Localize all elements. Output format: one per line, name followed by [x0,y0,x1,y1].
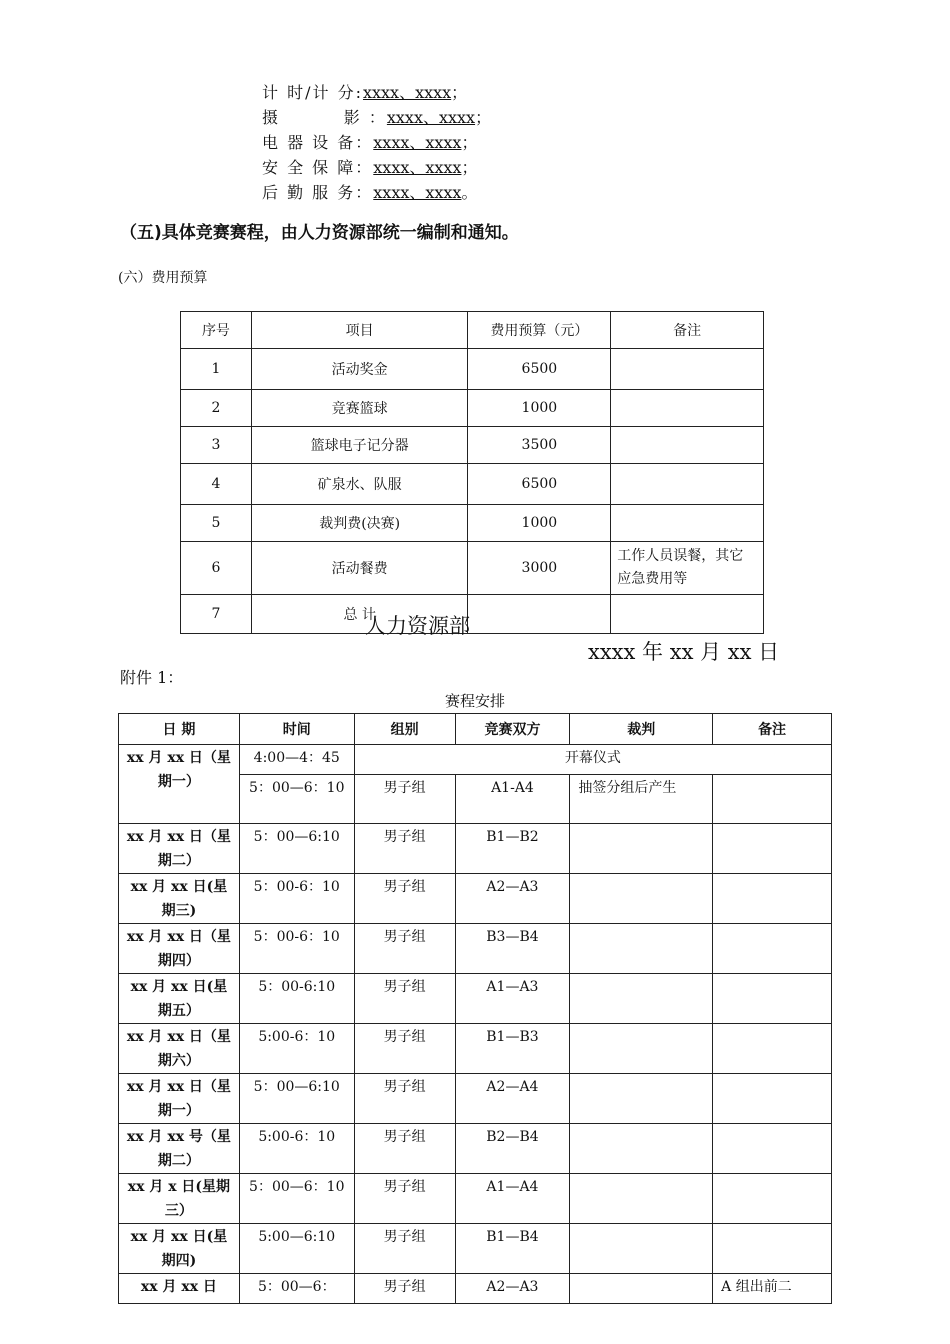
schedule-row-opening [119,745,832,775]
schedule-time-cell: 5：00—6：10 [239,1174,354,1224]
budget-row [181,542,764,595]
budget-header-cell: 项目 [251,312,468,349]
schedule-referee-cell [570,974,713,1024]
staff-role: 计 时/计 分: [262,83,363,102]
schedule-referee-cell [570,1224,713,1274]
schedule-time-cell: 5：00-6:10 [239,974,354,1024]
staff-row [262,180,491,205]
schedule-date-cell: xx 月 xx 日 [119,1274,240,1304]
budget-cell: 4 [181,464,252,505]
staff-role: 安 全 保 障： [262,158,374,177]
schedule-date-cell: xx 月 xx 日（星期四） [119,924,240,974]
staff-names: xxxx、xxxx [362,83,452,102]
schedule-time-cell: 5：00-6：10 [239,924,354,974]
schedule-header-cell: 裁判 [570,714,713,745]
budget-cell: 5 [181,505,252,542]
budget-row [181,427,764,464]
staff-names: xxxx、xxxx [373,158,462,177]
schedule-opening-event: 开幕仪式 [354,745,831,775]
schedule-note-cell [713,874,832,924]
signature-date: xxxx 年 xx 月 xx 日 [588,640,780,664]
schedule-header-cell: 备注 [713,714,832,745]
budget-header-cell: 序号 [181,312,252,349]
schedule-match-cell: B1—B4 [455,1224,570,1274]
schedule-body [119,745,832,1304]
staff-role: 摄 影 ： [262,108,387,127]
budget-cell: 总 计 [251,595,468,634]
budget-cell: 1000 [468,390,611,427]
section-5-heading: （五)具体竞赛赛程，由人力资源部统一编制和通知。 [120,223,519,243]
schedule-note-cell [713,824,832,874]
schedule-header-cell: 日 期 [119,714,240,745]
schedule-time-cell: 5:00—6:10 [239,1224,354,1274]
staff-punct: ； [451,83,468,102]
staff-names: xxxx、xxxx [386,108,476,127]
schedule-date-cell: xx 月 xx 日(星期四) [119,1224,240,1274]
budget-cell: 矿泉水、队服 [251,464,468,505]
budget-cell: 3000 [468,542,611,595]
schedule-match-cell: B1—B2 [455,824,570,874]
schedule-referee-cell [570,874,713,924]
schedule-date-cell: xx 月 x 日(星期三） [119,1174,240,1224]
budget-cell: 1000 [468,505,611,542]
schedule-referee-cell [570,824,713,874]
schedule-group-cell: 男子组 [354,974,455,1024]
schedule-time-cell: 5：00—6：10 [239,775,354,824]
schedule-referee-cell: 抽签分组后产生 [570,775,713,824]
budget-cell: 活动餐费 [251,542,468,595]
schedule-referee-cell [570,1024,713,1074]
budget-cell: 6500 [468,464,611,505]
schedule-table [118,713,832,1304]
schedule-note-cell [713,1074,832,1124]
schedule-match-cell: B2—B4 [455,1124,570,1174]
budget-cell [611,390,764,427]
schedule-time-cell: 5:00-6：10 [239,1124,354,1174]
section-6-heading: (六）费用预算 [118,270,208,286]
schedule-date-cell: xx 月 xx 日（星期一） [119,1074,240,1124]
budget-row [181,595,764,634]
budget-cell: 竞赛篮球 [251,390,468,427]
budget-body [181,349,764,634]
budget-row [181,464,764,505]
schedule-group-cell: 男子组 [354,1124,455,1174]
schedule-date-cell: xx 月 xx 日（星期六） [119,1024,240,1074]
staff-role: 后 勤 服 务： [262,183,374,202]
schedule-match-cell: A2—A4 [455,1074,570,1124]
staff-row [262,155,491,180]
budget-header-row [181,312,764,349]
schedule-time-cell: 5：00-6：10 [239,874,354,924]
staff-names: xxxx、xxxx [373,183,462,202]
budget-cell [611,427,764,464]
schedule-row [119,1274,832,1304]
schedule-referee-cell [570,1174,713,1224]
schedule-note-cell [713,1124,832,1174]
schedule-match-cell: A1-A4 [455,775,570,824]
budget-cell [611,595,764,634]
staff-row [262,130,491,155]
schedule-header-cell: 组别 [354,714,455,745]
staff-role: 电 器 设 备： [262,133,374,152]
staff-punct: ； [475,108,492,127]
schedule-note-cell [713,1224,832,1274]
budget-cell: 裁判费(决赛) [251,505,468,542]
staff-punct: ； [461,158,478,177]
attachment-label: 附件 1： [120,668,184,687]
schedule-group-cell: 男子组 [354,874,455,924]
budget-cell [611,349,764,390]
staff-names: xxxx、xxxx [373,133,462,152]
schedule-note-cell [713,924,832,974]
schedule-row [119,1024,832,1074]
schedule-date-cell: xx 月 xx 号（星期二） [119,1124,240,1174]
schedule-header-cell: 时间 [239,714,354,745]
schedule-header-cell: 竞赛双方 [455,714,570,745]
schedule-group-cell: 男子组 [354,1174,455,1224]
budget-row [181,390,764,427]
schedule-referee-cell [570,1124,713,1174]
signature-dept: 人力资源部 [365,614,470,638]
budget-cell: 6 [181,542,252,595]
schedule-row [119,1174,832,1224]
schedule-match-cell: A2—A3 [455,874,570,924]
budget-cell: 1 [181,349,252,390]
schedule-row [119,974,832,1024]
budget-cell: 6500 [468,349,611,390]
budget-cell: 3 [181,427,252,464]
budget-cell: 2 [181,390,252,427]
budget-cell: 篮球电子记分器 [251,427,468,464]
budget-cell [611,505,764,542]
schedule-date-cell: xx 月 xx 日（星期二） [119,824,240,874]
budget-cell: 7 [181,595,252,634]
schedule-time-cell: 5：00—6： [239,1274,354,1304]
schedule-date-cell: xx 月 xx 日（星期一） [119,745,240,824]
schedule-group-cell: 男子组 [354,1074,455,1124]
schedule-note-cell [713,1024,832,1074]
schedule-row [119,824,832,874]
budget-table [180,311,764,634]
schedule-time-cell: 5：00—6:10 [239,824,354,874]
schedule-match-cell: A2—A3 [455,1274,570,1304]
schedule-date-cell: xx 月 xx 日(星期三) [119,874,240,924]
schedule-match-cell: A1—A3 [455,974,570,1024]
schedule-note-cell [713,775,832,824]
schedule-row [119,1124,832,1174]
schedule-match-cell: A1—A4 [455,1174,570,1224]
staff-row [262,80,491,105]
staff-row [262,105,491,130]
schedule-row [119,924,832,974]
schedule-note-cell [713,974,832,1024]
budget-header-cell: 备注 [611,312,764,349]
budget-row [181,349,764,390]
schedule-title: 赛程安排 [444,692,505,710]
budget-cell: 3500 [468,427,611,464]
staff-list [262,80,491,205]
schedule-group-cell: 男子组 [354,1024,455,1074]
schedule-note-cell: A 组出前二 [713,1274,832,1304]
schedule-row [119,874,832,924]
schedule-row [119,1224,832,1274]
budget-cell: 工作人员误餐，其它应急费用等 [611,542,764,595]
schedule-date-cell: xx 月 xx 日(星期五） [119,974,240,1024]
budget-cell [468,595,611,634]
budget-row [181,505,764,542]
budget-header-cell: 费用预算（元） [468,312,611,349]
schedule-group-cell: 男子组 [354,824,455,874]
schedule-row [119,1074,832,1124]
budget-cell: 活动奖金 [251,349,468,390]
budget-cell [611,464,764,505]
staff-punct: 。 [461,183,478,202]
schedule-referee-cell [570,1074,713,1124]
schedule-time-cell: 5：00—6:10 [239,1074,354,1124]
schedule-note-cell [713,1174,832,1224]
staff-punct: ； [461,133,478,152]
schedule-group-cell: 男子组 [354,1224,455,1274]
schedule-header-row [119,714,832,745]
schedule-match-cell: B1—B3 [455,1024,570,1074]
schedule-group-cell: 男子组 [354,1274,455,1304]
schedule-referee-cell [570,1274,713,1304]
schedule-group-cell: 男子组 [354,775,455,824]
schedule-group-cell: 男子组 [354,924,455,974]
schedule-match-cell: B3—B4 [455,924,570,974]
schedule-referee-cell [570,924,713,974]
schedule-time-cell: 5:00-6：10 [239,1024,354,1074]
schedule-time-cell: 4:00—4：45 [239,745,354,775]
